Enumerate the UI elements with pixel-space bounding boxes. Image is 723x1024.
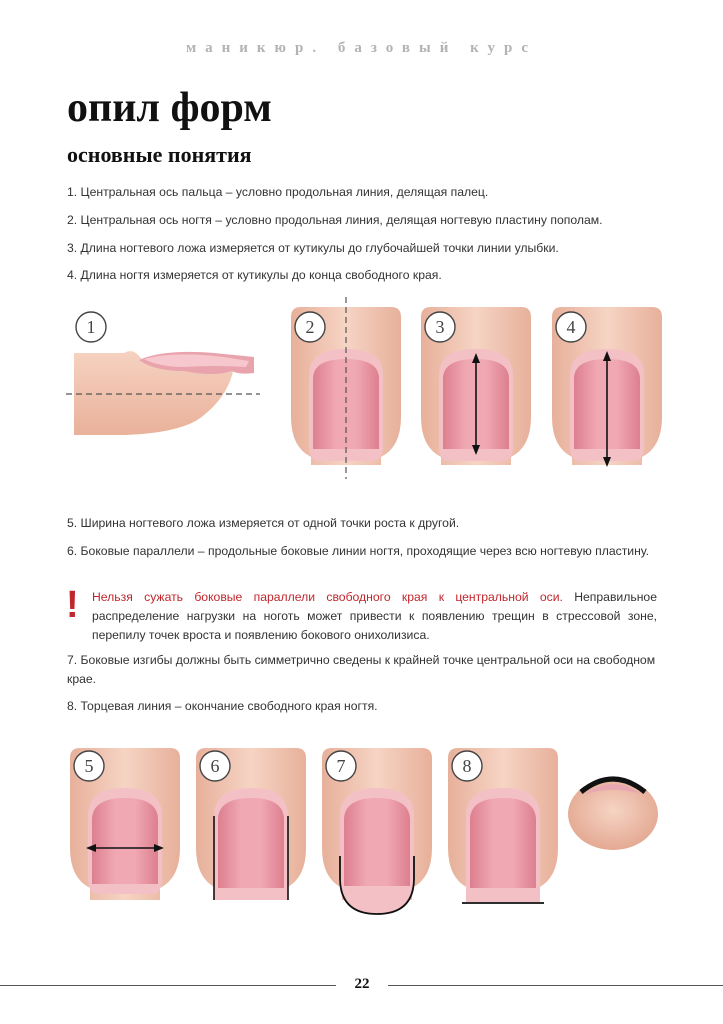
list-item: 8. Торцевая линия – окончание свободного края ногтя. — [67, 699, 378, 713]
warning-highlight: Нельзя сужать боковые параллели свободного края к центральной оси. — [92, 590, 563, 604]
figure-fingertip-front — [563, 764, 663, 854]
warning-body: Неправильное распределение нагрузки на ноготь может привести к появлению трещин в стрессовой зоне, перепилу точек вроста и появлению бокового онихолизиса. — [92, 590, 657, 642]
figure-1-finger-side — [64, 305, 264, 445]
figure-label: 4 — [566, 317, 576, 337]
figure-7-side-curves — [316, 738, 438, 918]
list-item: 7. Боковые изгибы должны быть симметрично сведены к крайней точке центральной оси на свободном крае. — [67, 653, 656, 686]
list-item: 4. Длина ногтя измеряется от кутикулы до конца свободного края. — [67, 268, 442, 282]
page-subtitle: основные понятия — [67, 142, 252, 167]
list-item: 1. Центральная ось пальца – условно продольная линия, делящая палец. — [67, 185, 489, 199]
figure-8-edge-line — [442, 738, 564, 910]
list-item: 5. Ширина ногтевого ложа измеряется от одной точки роста к другой. — [67, 516, 460, 530]
warning-exclamation-icon: ! — [66, 584, 79, 626]
figure-label: 3 — [435, 317, 445, 337]
figure-label: 5 — [84, 756, 94, 776]
list-item: 3. Длина ногтевого ложа измеряется от кутикулы до глубочайшей точки линии улыбки. — [67, 241, 559, 255]
footer-divider-left — [0, 985, 336, 986]
footer-divider-right — [388, 985, 723, 986]
list-item: 2. Центральная ось ногтя – условно продольная линия, делящая ногтевую пластину пополам. — [67, 213, 603, 227]
warning-text — [92, 588, 657, 645]
list-item: 6. Боковые параллели – продольные боковые линии ногтя, проходящие через всю ногтевую пластину. — [67, 544, 650, 558]
figure-label: 2 — [305, 317, 315, 337]
figure-5-nail-bed-width — [64, 738, 186, 910]
figure-3-nail-bed-length — [415, 297, 537, 479]
figure-4-nail-length — [546, 297, 668, 479]
figure-label: 6 — [210, 756, 220, 776]
figure-2-nail-center-axis — [285, 297, 407, 479]
figure-label: 8 — [462, 756, 472, 776]
figure-label: 1 — [86, 317, 96, 337]
figure-label: 7 — [336, 756, 346, 776]
page-title: опил форм — [67, 85, 272, 131]
page-number: 22 — [354, 976, 370, 992]
running-header: маникюр. базовый курс — [185, 40, 538, 56]
figure-6-side-parallels — [190, 738, 312, 910]
